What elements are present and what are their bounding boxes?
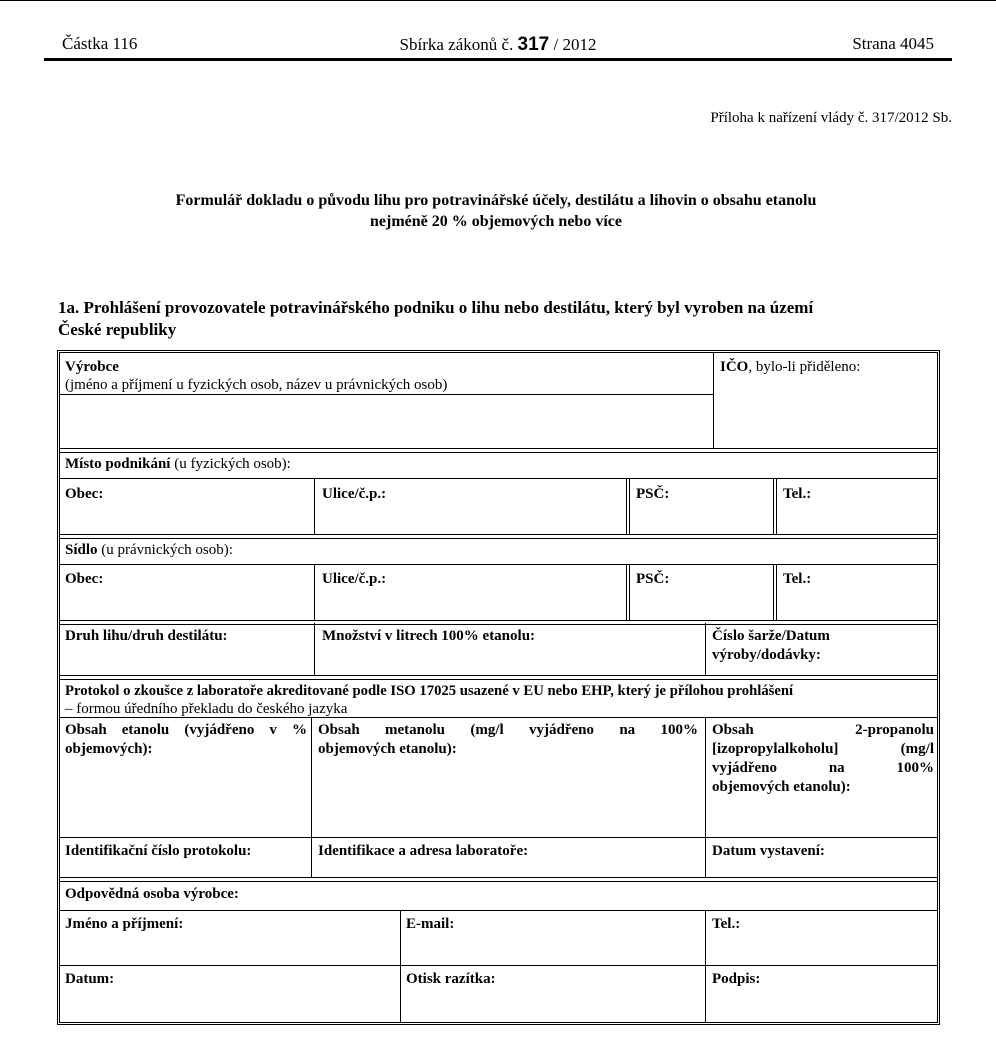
signature-label: Podpis:: [712, 971, 761, 987]
batch-label-line1: Číslo šarže/Datum: [712, 628, 830, 644]
seat-rest: (u právnických osob):: [97, 542, 233, 558]
date-label: Datum:: [65, 971, 115, 987]
divider-a2: [626, 478, 627, 534]
divider-a3b: [776, 478, 777, 534]
propanol-line4: objemových etanolu):: [712, 779, 851, 795]
protocol-id-label: Identifikační číslo protokolu:: [65, 843, 252, 859]
divider-methanol: [705, 717, 706, 877]
ethanol-line2: objemových):: [65, 741, 153, 757]
divider-a2b: [629, 478, 630, 534]
top-edge-line: [0, 0, 996, 1]
ico-label-rest: , bylo-li přiděleno:: [748, 359, 861, 375]
propanol-line2: [izopropylalkoholu] (mg/l: [712, 741, 934, 757]
collection-prefix: Sbírka zákonů č.: [399, 35, 514, 54]
form-title: [60, 190, 932, 232]
divider-a1: [314, 478, 315, 534]
municipality-label-1: Obec:: [65, 486, 104, 502]
methanol-content-label: [318, 721, 698, 759]
divider-b3b: [776, 564, 777, 620]
page-number: Strana 4045: [852, 34, 934, 53]
phone-label-2: Tel.:: [783, 571, 812, 587]
batch-label: [712, 627, 830, 665]
propanol-line3: vyjádřeno na 100%: [712, 760, 934, 776]
stamp-label: Otisk razítka:: [406, 971, 496, 987]
divider-a3: [773, 478, 774, 534]
divider-b2b: [629, 564, 630, 620]
spirit-kind-label: Druh lihu/druh destilátu:: [65, 628, 228, 644]
rule-after-place: [60, 478, 937, 479]
collection-title: [44, 34, 952, 56]
rule-after-contents: [60, 837, 937, 838]
propanol-line1: Obsah 2-propanolu: [712, 722, 934, 738]
divider-kind: [314, 623, 315, 675]
divider-ethanol: [311, 717, 312, 877]
rule-after-protocol-id: [60, 877, 937, 882]
divider-b1: [314, 564, 315, 620]
annex-reference: Příloha k nařízení vlády č. 317/2012 Sb.: [710, 110, 952, 126]
section-heading: [58, 297, 922, 341]
registered-seat-label: [65, 541, 233, 560]
page-header: [44, 30, 952, 61]
rule-after-address1: [60, 534, 937, 539]
place-of-business-label: [65, 455, 291, 474]
amount-label: Množství v litrech 100% etanolu:: [322, 628, 536, 644]
divider-name: [400, 910, 401, 1022]
divider-amount: [705, 623, 706, 675]
methanol-line2: objemových etanolu):: [318, 741, 457, 757]
rule-after-kind: [60, 675, 937, 680]
ico-label: [720, 358, 860, 377]
place-rest: (u fyzických osob):: [170, 456, 291, 472]
rule-after-seat: [60, 564, 937, 565]
collection-year: / 2012: [553, 35, 597, 54]
declaration-form: [57, 350, 940, 1025]
section-heading-line2: České republiky: [58, 320, 177, 339]
email-label: E-mail:: [406, 916, 455, 932]
full-name-label: Jméno a příjmení:: [65, 916, 184, 932]
protocol-translation-note: – formou úředního překladu do českého jazyka: [65, 701, 348, 717]
divider-ico: [713, 353, 714, 448]
divider-b2: [626, 564, 627, 620]
phone-label-3: Tel.:: [712, 916, 741, 932]
responsible-person-label: Odpovědná osoba výrobce:: [65, 886, 239, 902]
issue-number: Částka 116: [62, 34, 138, 53]
producer-hint: (jméno a příjmení u fyzických osob, název u právnických osob): [65, 377, 448, 393]
place-bold: Místo podnikání: [65, 456, 171, 472]
section-heading-line1: 1a. Prohlášení provozovatele potravinářského podniku o lihu nebo destilátu, který byl vyroben na území: [58, 298, 814, 317]
street-label-1: Ulice/č.p.:: [322, 486, 387, 502]
protocol-label: Protokol o zkoušce z laboratoře akreditované podle ISO 17025 usazené v EU nebo EHP, který je přílohou prohlášení: [65, 683, 794, 699]
divider-b3: [773, 564, 774, 620]
street-label-2: Ulice/č.p.:: [322, 571, 387, 587]
issue-date-label: Datum vystavení:: [712, 843, 825, 859]
rule-after-name: [60, 965, 937, 966]
ethanol-line1: Obsah etanolu (vyjádřeno v %: [65, 722, 307, 738]
propanol-content-label: [712, 721, 934, 797]
collection-number: 317: [517, 34, 550, 55]
municipality-label-2: Obec:: [65, 571, 104, 587]
rule-after-producer: [60, 448, 937, 453]
methanol-line1: Obsah metanolu (mg/l vyjádřeno na 100%: [318, 722, 698, 738]
batch-label-line2: výroby/dodávky:: [712, 647, 821, 663]
seat-bold: Sídlo: [65, 542, 98, 558]
ico-label-bold: IČO: [720, 359, 749, 375]
divider-email: [705, 910, 706, 1022]
producer-label: Výrobce: [65, 359, 119, 375]
form-title-line2: nejméně 20 % objemových nebo více: [370, 213, 622, 230]
ethanol-content-label: [65, 721, 307, 759]
rule-after-address2: [60, 620, 937, 625]
rule-after-responsible: [60, 910, 937, 911]
postcode-label-1: PSČ:: [636, 486, 670, 502]
phone-label-1: Tel.:: [783, 486, 812, 502]
postcode-label-2: PSČ:: [636, 571, 670, 587]
form-title-line1: Formulář dokladu o původu lihu pro potravinářské účely, destilátu a lihovin o obsahu etanolu: [175, 192, 817, 209]
laboratory-label: Identifikace a adresa laboratoře:: [318, 843, 529, 859]
